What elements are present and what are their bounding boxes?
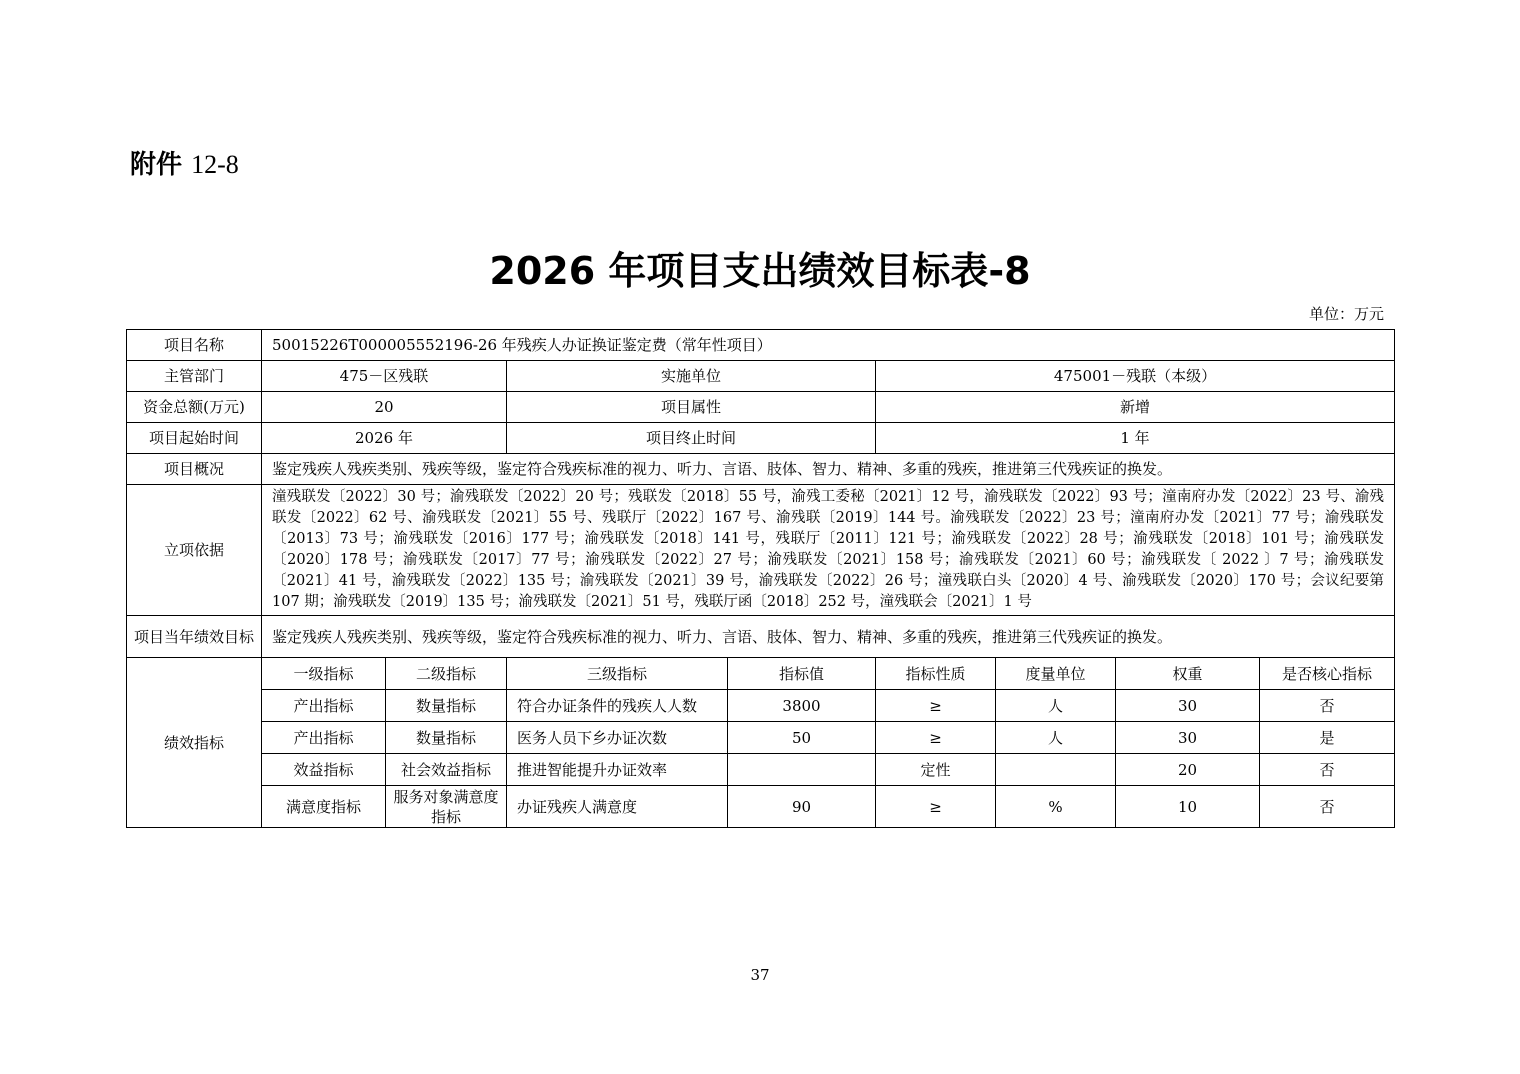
table-row xyxy=(127,754,1395,786)
table-row xyxy=(127,690,1395,722)
header-cell: 一级指标 xyxy=(262,658,386,690)
nature-cell: ≥ xyxy=(876,722,996,754)
weight-cell: 10 xyxy=(1116,786,1260,828)
dept-value: 475－区残联 xyxy=(262,361,507,392)
header-cell: 三级指标 xyxy=(507,658,728,690)
nature-cell: 定性 xyxy=(876,754,996,786)
level3-cell: 医务人员下乡办证次数 xyxy=(507,722,728,754)
header-cell: 指标值 xyxy=(728,658,876,690)
overview-value: 鉴定残疾人残疾类别、残疾等级，鉴定符合残疾标准的视力、听力、言语、肢体、智力、精神、多重的残疾，推进第三代残疾证的换发。 xyxy=(262,454,1395,485)
value-cell: 90 xyxy=(728,786,876,828)
basis-label: 立项依据 xyxy=(127,485,262,616)
header-cell: 二级指标 xyxy=(386,658,507,690)
indicators-label: 绩效指标 xyxy=(127,658,262,828)
attachment-label xyxy=(130,144,239,181)
weight-cell: 30 xyxy=(1116,722,1260,754)
core-cell: 否 xyxy=(1260,754,1395,786)
goal-value: 鉴定残疾人残疾类别、残疾等级，鉴定符合残疾标准的视力、听力、言语、肢体、智力、精神、多重的残疾，推进第三代残疾证的换发。 xyxy=(262,616,1395,658)
start-label: 项目起始时间 xyxy=(127,423,262,454)
unit-cell: 人 xyxy=(996,690,1116,722)
value-cell xyxy=(728,754,876,786)
impl-value: 475001－残联（本级） xyxy=(876,361,1395,392)
header-cell: 权重 xyxy=(1116,658,1260,690)
value-cell: 3800 xyxy=(728,690,876,722)
project-name-value: 50015226T000005552196-26 年残疾人办证换证鉴定费（常年性项目） xyxy=(262,330,1395,361)
row-time xyxy=(127,423,1395,454)
nature-cell: ≥ xyxy=(876,786,996,828)
nature-cell: ≥ xyxy=(876,690,996,722)
row-overview xyxy=(127,454,1395,485)
level2-cell: 数量指标 xyxy=(386,722,507,754)
level1-cell: 产出指标 xyxy=(262,690,386,722)
row-dept xyxy=(127,361,1395,392)
unit-cell xyxy=(996,754,1116,786)
start-value: 2026 年 xyxy=(262,423,507,454)
goal-label: 项目当年绩效目标 xyxy=(127,616,262,658)
level1-cell: 产出指标 xyxy=(262,722,386,754)
core-cell: 是 xyxy=(1260,722,1395,754)
value-cell: 50 xyxy=(728,722,876,754)
performance-table xyxy=(126,329,1395,828)
row-goal xyxy=(127,616,1395,658)
unit-cell: % xyxy=(996,786,1116,828)
level2-cell: 数量指标 xyxy=(386,690,507,722)
level3-cell: 符合办证条件的残疾人人数 xyxy=(507,690,728,722)
weight-cell: 20 xyxy=(1116,754,1260,786)
attachment-number: 12-8 xyxy=(191,150,239,179)
impl-label: 实施单位 xyxy=(507,361,876,392)
indicator-header-row xyxy=(127,658,1395,690)
header-cell: 度量单位 xyxy=(996,658,1116,690)
row-basis xyxy=(127,485,1395,616)
core-cell: 否 xyxy=(1260,690,1395,722)
basis-value: 潼残联发〔2022〕30 号；渝残联发〔2022〕20 号；残联发〔2018〕55 号，渝残工委秘〔2021〕12 号，渝残联发〔2022〕93 号；潼南府办发〔2022〕23 号、渝残联发〔2022〕62 号、渝残联发〔2021〕55 号、残联厅〔2022〕167 号、渝残联〔2019〕144 号。渝残联发〔2022〕23 号；潼南府办发〔2021〕77 号；渝残联发〔2013〕73 号；渝残联发〔2016〕177 号；渝残联发〔2018〕141 号，残联厅〔2011〕121 号；渝残联发〔2022〕28 号；渝残联发〔2018〕101 号；渝残联发〔2020〕178 号；渝残联发〔2017〕77 号；渝残联发〔2022〕27 号；渝残联发〔2021〕158 号；渝残联发〔2021〕60 号；渝残联发〔 2022 〕7 号；渝残联发〔2021〕41 号，渝残联发〔2022〕135 号；渝残联发〔2021〕39 号，渝残联发〔2022〕26 号；潼残联白头〔2020〕4 号、渝残联发〔2020〕170 号；会议纪要第 107 期；渝残联发〔2019〕135 号；渝残联发〔2021〕51 号，残联厅函〔2018〕252 号，潼残联会〔2021〕1 号 xyxy=(262,485,1395,616)
core-cell: 否 xyxy=(1260,786,1395,828)
header-cell: 指标性质 xyxy=(876,658,996,690)
level1-cell: 效益指标 xyxy=(262,754,386,786)
attr-value: 新增 xyxy=(876,392,1395,423)
fund-value: 20 xyxy=(262,392,507,423)
end-label: 项目终止时间 xyxy=(507,423,876,454)
attachment-word: 附件 xyxy=(130,150,183,180)
page-number: 37 xyxy=(750,966,770,984)
level1-cell: 满意度指标 xyxy=(262,786,386,828)
header-cell: 是否核心指标 xyxy=(1260,658,1395,690)
table-row xyxy=(127,786,1395,828)
level2-cell: 服务对象满意度指标 xyxy=(386,786,507,828)
fund-label: 资金总额(万元) xyxy=(127,392,262,423)
row-project-name xyxy=(127,330,1395,361)
unit-cell: 人 xyxy=(996,722,1116,754)
weight-cell: 30 xyxy=(1116,690,1260,722)
level3-cell: 推进智能提升办证效率 xyxy=(507,754,728,786)
row-fund xyxy=(127,392,1395,423)
end-value: 1 年 xyxy=(876,423,1395,454)
unit-label: 单位：万元 xyxy=(1308,305,1384,323)
page-title: 2026 年项目支出绩效目标表-8 xyxy=(489,249,1031,293)
dept-label: 主管部门 xyxy=(127,361,262,392)
overview-label: 项目概况 xyxy=(127,454,262,485)
level3-cell: 办证残疾人满意度 xyxy=(507,786,728,828)
level2-cell: 社会效益指标 xyxy=(386,754,507,786)
table-row xyxy=(127,722,1395,754)
project-name-label: 项目名称 xyxy=(127,330,262,361)
attr-label: 项目属性 xyxy=(507,392,876,423)
